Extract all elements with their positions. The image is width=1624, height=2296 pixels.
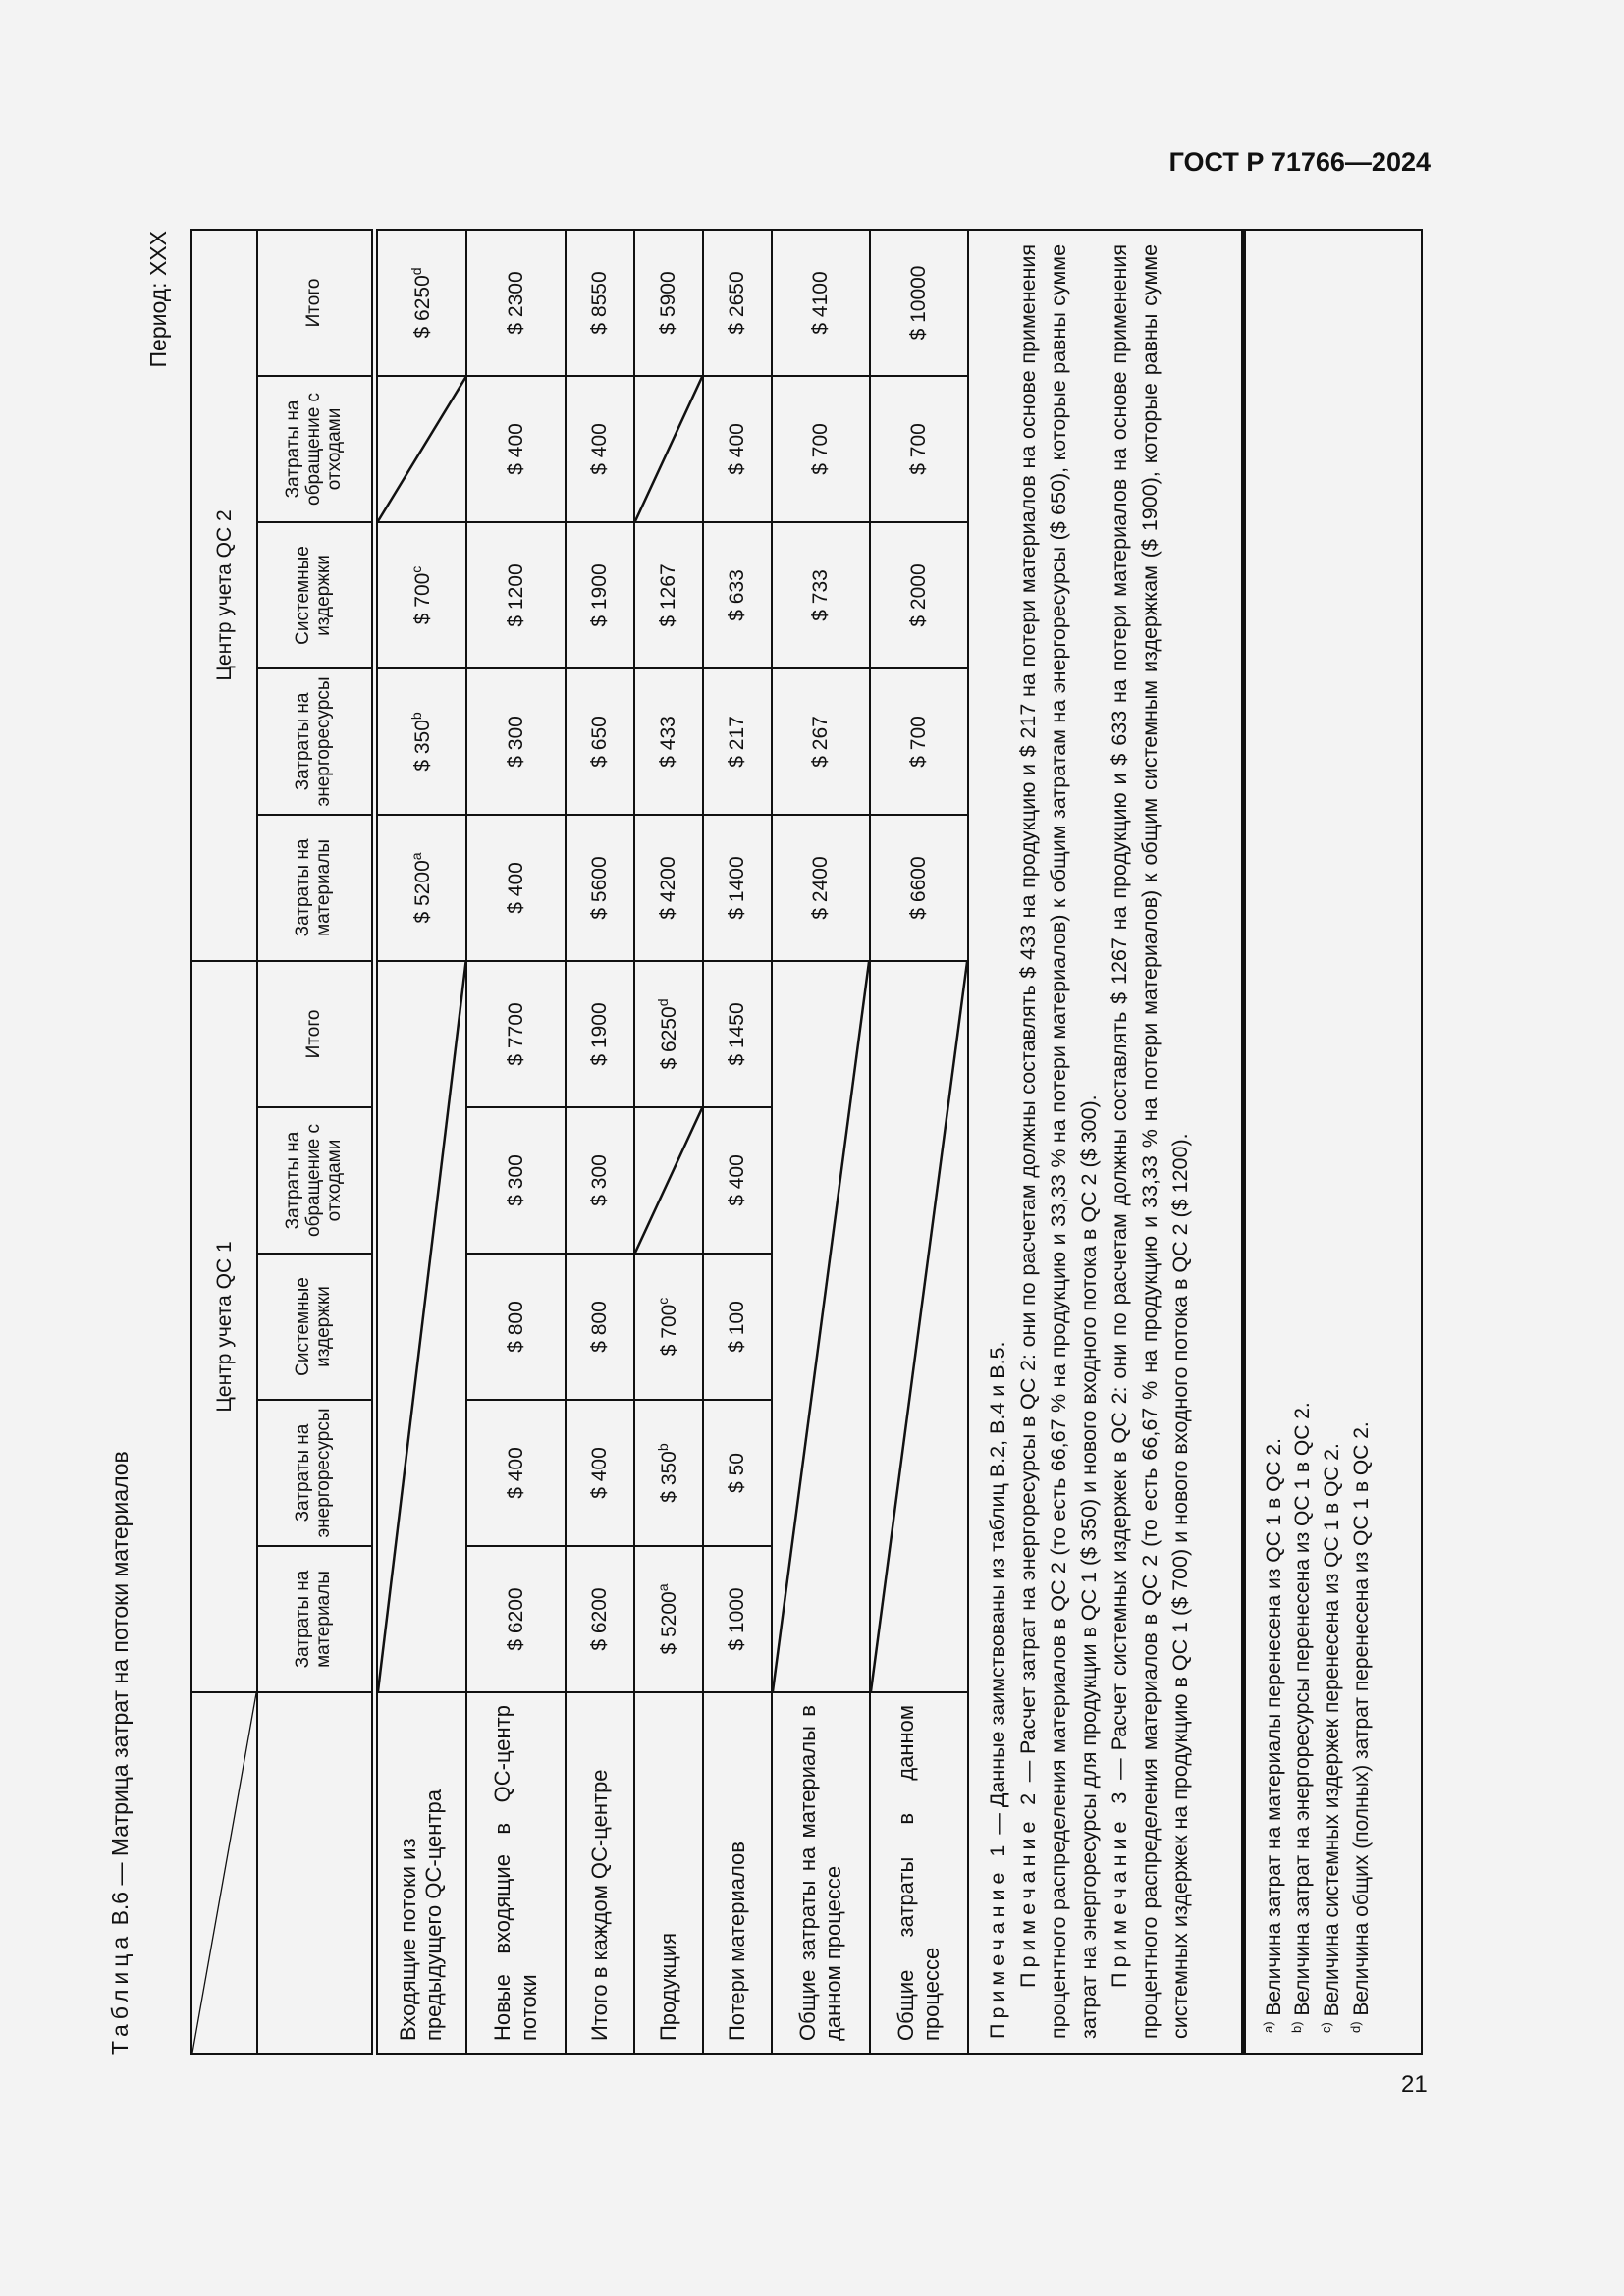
footnote-ref: a: [407, 852, 424, 861]
value-cell: $ 1400: [703, 815, 772, 961]
value: $ 6250: [410, 275, 434, 339]
value-cell: [634, 1400, 703, 1546]
value-cell: $ 100: [703, 1254, 772, 1400]
table-caption: [107, 1451, 134, 2055]
footnote: [1347, 250, 1377, 2033]
value-cell: $ 5900: [634, 230, 703, 376]
row-label: Продукция: [634, 1692, 703, 2054]
row-label: Входящие потоки из предыдущего QC-центра: [374, 1692, 466, 2054]
table-row: [772, 230, 870, 2054]
empty-merged-cell: [870, 961, 968, 1692]
footnote: [1318, 250, 1347, 2033]
page-number: 21: [1401, 2071, 1428, 2098]
diagonal-line: [635, 377, 702, 521]
note-text: — Данные заимствованы из таблиц В.2, В.4 и В.5.: [986, 1341, 1009, 1841]
empty-cell: [374, 376, 466, 522]
value-cell: [374, 522, 466, 668]
corner-cell-lower: [257, 1692, 374, 2054]
diagonal-line: [192, 1693, 256, 2053]
value-cell: $ 1000: [703, 1546, 772, 1692]
value: $ 700: [658, 1304, 681, 1357]
value-cell: $ 300: [566, 1107, 634, 1254]
value-cell: $ 800: [566, 1254, 634, 1400]
value-cell: $ 1200: [466, 522, 566, 668]
value-cell: [634, 1254, 703, 1400]
value-cell: $ 1900: [566, 522, 634, 668]
note-text: — Расчет системных издержек в QC 2: они по расчетам должны составлять $ 1267 на продукцию и $ 633 на потери материалов на основе применения процентного распределения материалов в QC 2 (то есть 66,67 % на продукцию и 33,33 % на потери материалов) к общим системным издержкам ($ 1900), которые равны сумме системных издержек на продукцию в QC 1 ($ 700) и нового входного потока в QC 2 ($ 1200).: [1107, 243, 1192, 2039]
diagonal-line: [378, 962, 466, 1691]
value-cell: [374, 230, 466, 376]
cost-matrix-table: [190, 229, 1423, 2055]
value-cell: [634, 961, 703, 1107]
period-label: Период: XXX: [145, 231, 171, 368]
standard-number: ГОСТ Р 71766—2024: [1168, 147, 1431, 177]
value-cell: $ 10000: [870, 230, 968, 376]
value-cell: $ 2000: [870, 522, 968, 668]
footnote: [1288, 250, 1318, 2033]
value-cell: [374, 668, 466, 815]
group-header-qc2: Центр учета QC 2: [191, 230, 257, 961]
footnote-mark: a): [1260, 2021, 1275, 2033]
value-cell: $ 400: [466, 1400, 566, 1546]
column-header-qc1: Затраты на материалы: [257, 1546, 374, 1692]
footnote-ref: d: [655, 998, 672, 1007]
footnote-mark: b): [1289, 2021, 1305, 2033]
table-row: [374, 230, 466, 2054]
footnote-ref: a: [655, 1583, 672, 1592]
value: $ 5200: [410, 860, 434, 924]
value-cell: $ 700: [870, 668, 968, 815]
value-cell: $ 800: [466, 1254, 566, 1400]
empty-merged-cell: [374, 961, 466, 1692]
value-cell: $ 2650: [703, 230, 772, 376]
diagonal-line: [378, 377, 466, 521]
table-row: [466, 230, 566, 2054]
value-cell: $ 4100: [772, 230, 870, 376]
value: $ 5200: [658, 1591, 681, 1655]
row-label: Новые входящие в QC-центр потоки: [466, 1692, 566, 2054]
value-cell: $ 50: [703, 1400, 772, 1546]
column-header-qc1: Затраты на обращение с отходами: [257, 1107, 374, 1254]
diagonal-line: [635, 1108, 702, 1253]
value-cell: $ 2300: [466, 230, 566, 376]
value-cell: $ 650: [566, 668, 634, 815]
column-header-qc1: Итого: [257, 961, 374, 1107]
row-label: Общие затраты в данном процессе: [870, 1692, 968, 2054]
value-cell: $ 6600: [870, 815, 968, 961]
column-header-qc1: Системные издержки: [257, 1254, 374, 1400]
footnote-mark: c): [1319, 2022, 1334, 2033]
value-cell: $ 8550: [566, 230, 634, 376]
row-label: Итого в каждом QC-центре: [566, 1692, 634, 2054]
note-text: — Расчет затрат на энергоресурсы в QC 2: они по расчетам должны составлять $ 433 на продукцию и $ 217 на потери материалов на основе применения процентного распределения материалов в QC 2 (то есть 66,67 % на продукцию и 33,33 % на потери материалов) к общим затратам на энергоресурсы ($ 650), которые равны сумме затрат на энергоресурсы для продукции в QC 1 ($ 350) и нового входного потока в QC 2 ($ 300).: [1015, 243, 1101, 2039]
note: [1013, 244, 1105, 2039]
footnote-text: Величина затрат на материалы перенесена из QC 1 в QC 2.: [1262, 1438, 1285, 2022]
column-header-qc2: Затраты на энергоресурсы: [257, 668, 374, 815]
note: [983, 244, 1013, 2039]
value-cell: $ 733: [772, 522, 870, 668]
note-label: Примечание 1: [986, 1840, 1009, 2039]
diagonal-line: [773, 962, 869, 1691]
value-cell: $ 7700: [466, 961, 566, 1107]
value-cell: $ 6200: [466, 1546, 566, 1692]
value-cell: $ 217: [703, 668, 772, 815]
value-cell: $ 4200: [634, 815, 703, 961]
footnotes-cell: [1243, 230, 1422, 2054]
footnote-text: Величина затрат на энергоресурсы перенесена из QC 1 в QC 2.: [1291, 1402, 1315, 2022]
value-cell: $ 400: [466, 815, 566, 961]
diagonal-line: [871, 962, 967, 1691]
value: $ 700: [410, 572, 434, 625]
value-cell: $ 400: [566, 1400, 634, 1546]
value-cell: $ 400: [703, 1107, 772, 1254]
row-label: Общие затраты на материалы в данном процессе: [772, 1692, 870, 2054]
value-cell: $ 700: [772, 376, 870, 522]
footnote-ref: c: [655, 1297, 672, 1305]
value-cell: $ 6200: [566, 1546, 634, 1692]
value-cell: $ 433: [634, 668, 703, 815]
value-cell: $ 2400: [772, 815, 870, 961]
table-row: [566, 230, 634, 2054]
value-cell: $ 300: [466, 668, 566, 815]
column-header-qc2: Системные издержки: [257, 522, 374, 668]
value: $ 6250: [658, 1006, 681, 1070]
table-row: [634, 230, 703, 2054]
column-header-qc2: Затраты на материалы: [257, 815, 374, 961]
caption-text: В.6 — Матрица затрат на потоки материалов: [107, 1451, 133, 1932]
value-cell: $ 1267: [634, 522, 703, 668]
footnote-mark: d): [1348, 2021, 1364, 2033]
value-cell: $ 633: [703, 522, 772, 668]
footnote-ref: b: [655, 1443, 672, 1452]
empty-cell: [634, 376, 703, 522]
footnote-text: Величина общих (полных) затрат перенесена из QC 1 в QC 2.: [1350, 1421, 1374, 2022]
value-cell: [374, 815, 466, 961]
table-row: [870, 230, 968, 2054]
footnote-ref: b: [407, 712, 424, 721]
group-header-qc1: Центр учета QC 1: [191, 961, 257, 1692]
value: $ 350: [658, 1451, 681, 1503]
empty-cell: [634, 1107, 703, 1254]
value-cell: $ 400: [703, 376, 772, 522]
value-cell: $ 1900: [566, 961, 634, 1107]
notes-cell: [968, 230, 1243, 2054]
column-header-qc1: Затраты на энергоресурсы: [257, 1400, 374, 1546]
value-cell: $ 5600: [566, 815, 634, 961]
table-row: [703, 230, 772, 2054]
value-cell: [634, 1546, 703, 1692]
row-label: Потери материалов: [703, 1692, 772, 2054]
corner-cell: [191, 1692, 257, 2054]
value-cell: $ 1450: [703, 961, 772, 1107]
footnote: [1260, 250, 1289, 2033]
column-header-qc2: Затраты на обращение с отходами: [257, 376, 374, 522]
footnote-ref: d: [407, 267, 424, 276]
value-cell: $ 267: [772, 668, 870, 815]
footnote-ref: c: [407, 565, 424, 573]
value-cell: $ 400: [466, 376, 566, 522]
value-cell: $ 300: [466, 1107, 566, 1254]
footnote-text: Величина системных издержек перенесена из QC 1 в QC 2.: [1321, 1443, 1344, 2023]
note-label: Примечание 2: [1015, 1788, 1040, 1988]
column-header-qc2: Итого: [257, 230, 374, 376]
value-cell: $ 700: [870, 376, 968, 522]
rotated-table-block: [107, 231, 1428, 2055]
note-label: Примечание 3: [1107, 1787, 1131, 1988]
empty-merged-cell: [772, 961, 870, 1692]
value: $ 350: [410, 720, 434, 772]
note: [1105, 244, 1196, 2039]
value-cell: $ 400: [566, 376, 634, 522]
caption-prefix: Таблица: [107, 1931, 133, 2055]
